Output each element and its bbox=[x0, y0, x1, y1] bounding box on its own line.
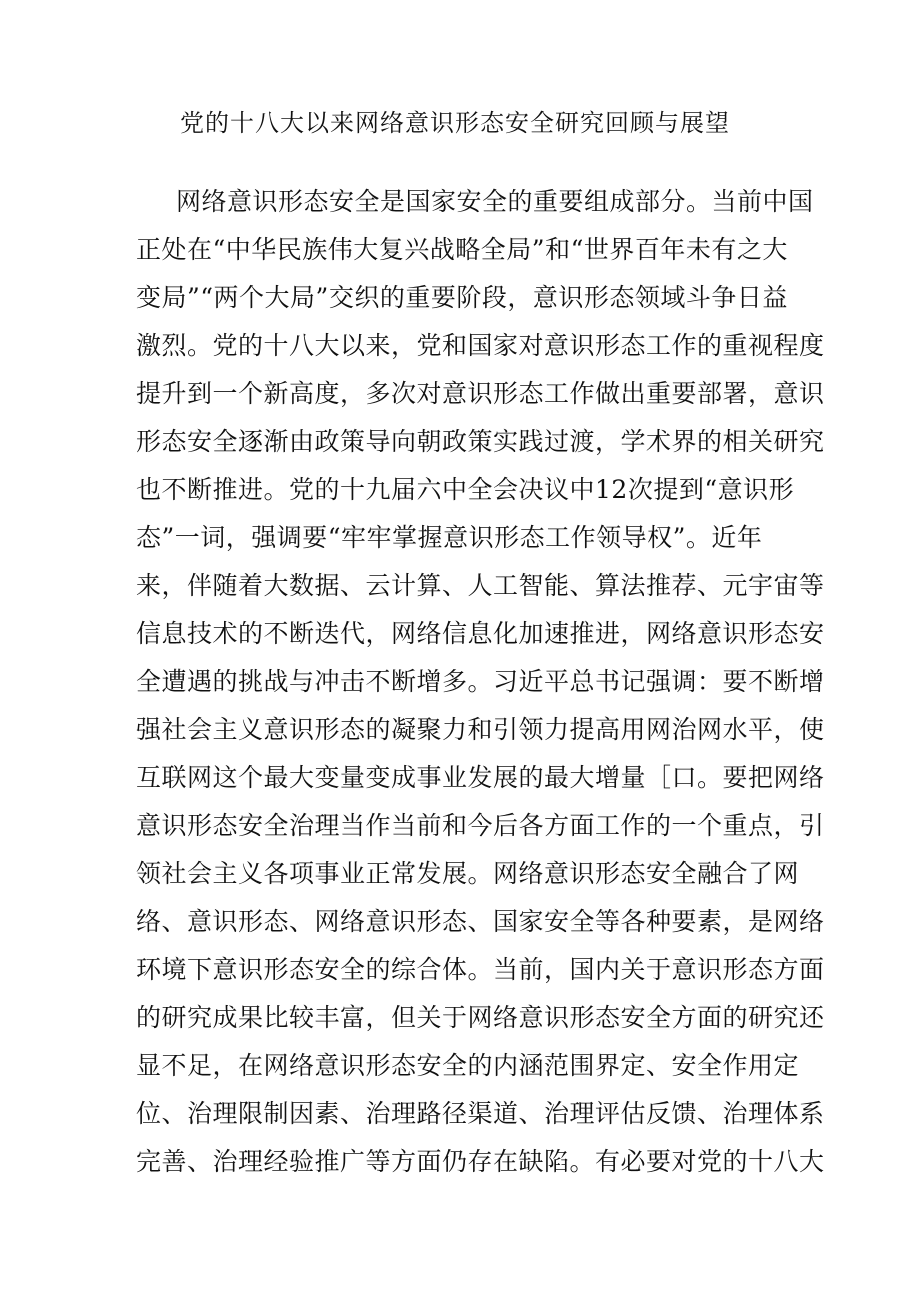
paragraph-line: 信息技术的不断迭代，网络信息化加速推进，网络意识形态安 bbox=[136, 619, 825, 648]
paragraph-line: 显不足，在网络意识形态安全的内涵范围界定、安全作用定 bbox=[136, 1051, 800, 1080]
paragraph-line: 互联网这个最大变量变成事业发展的最大增量［口。要把网络 bbox=[136, 763, 825, 792]
paragraph-line: 正处在“中华民族伟大复兴战略全局”和“世界百年未有之大 bbox=[136, 235, 788, 264]
paragraph-line: 态”一词，强调要“牢牢掌握意识形态工作领导权”。近年 bbox=[136, 523, 763, 552]
paragraph-line: 也不断推进。党的十九届六中全会决议中12次提到“意识形 bbox=[136, 475, 795, 504]
paragraph-line: 形态安全逐渐由政策导向朝政策实践过渡，学术界的相关研究 bbox=[136, 427, 825, 456]
paragraph-line: 变局”“两个大局”交织的重要阶段，意识形态领域斗争日益 bbox=[136, 283, 788, 312]
paragraph-line: 网络意识形态安全是国家安全的重要组成部分。当前中国 bbox=[176, 187, 814, 216]
paragraph-line: 络、意识形态、网络意识形态、国家安全等各种要素，是网络 bbox=[136, 907, 825, 936]
paragraph-line: 环境下意识形态安全的综合体。当前，国内关于意识形态方面 bbox=[136, 955, 825, 984]
paragraph-line: 来，伴随着大数据、云计算、人工智能、算法推荐、元宇宙等 bbox=[136, 571, 825, 600]
paragraph-line: 激烈。党的十八大以来，党和国家对意识形态工作的重视程度 bbox=[136, 331, 825, 360]
paragraph-line: 领社会主义各项事业正常发展。网络意识形态安全融合了网 bbox=[136, 859, 800, 888]
paragraph-line: 完善、治理经验推广等方面仍存在缺陷。有必要对党的十八大 bbox=[136, 1147, 825, 1176]
paragraph-line: 的研究成果比较丰富，但关于网络意识形态安全方面的研究还 bbox=[136, 1003, 825, 1032]
paragraph-line: 全遭遇的挑战与冲击不断增多。习近平总书记强调：要不断增 bbox=[136, 667, 825, 696]
document-title: 党的十八大以来网络意识形态安全研究回顾与展望 bbox=[180, 109, 730, 137]
paragraph-line: 提升到一个新高度，多次对意识形态工作做出重要部署，意识 bbox=[136, 379, 825, 408]
paragraph-line: 意识形态安全治理当作当前和今后各方面工作的一个重点，引 bbox=[136, 811, 825, 840]
paragraph-line: 位、治理限制因素、治理路径渠道、治理评估反馈、治理体系 bbox=[136, 1099, 825, 1128]
paragraph-line: 强社会主义意识形态的凝聚力和引领力提高用网治网水平，使 bbox=[136, 715, 825, 744]
document-body bbox=[136, 178, 825, 1186]
